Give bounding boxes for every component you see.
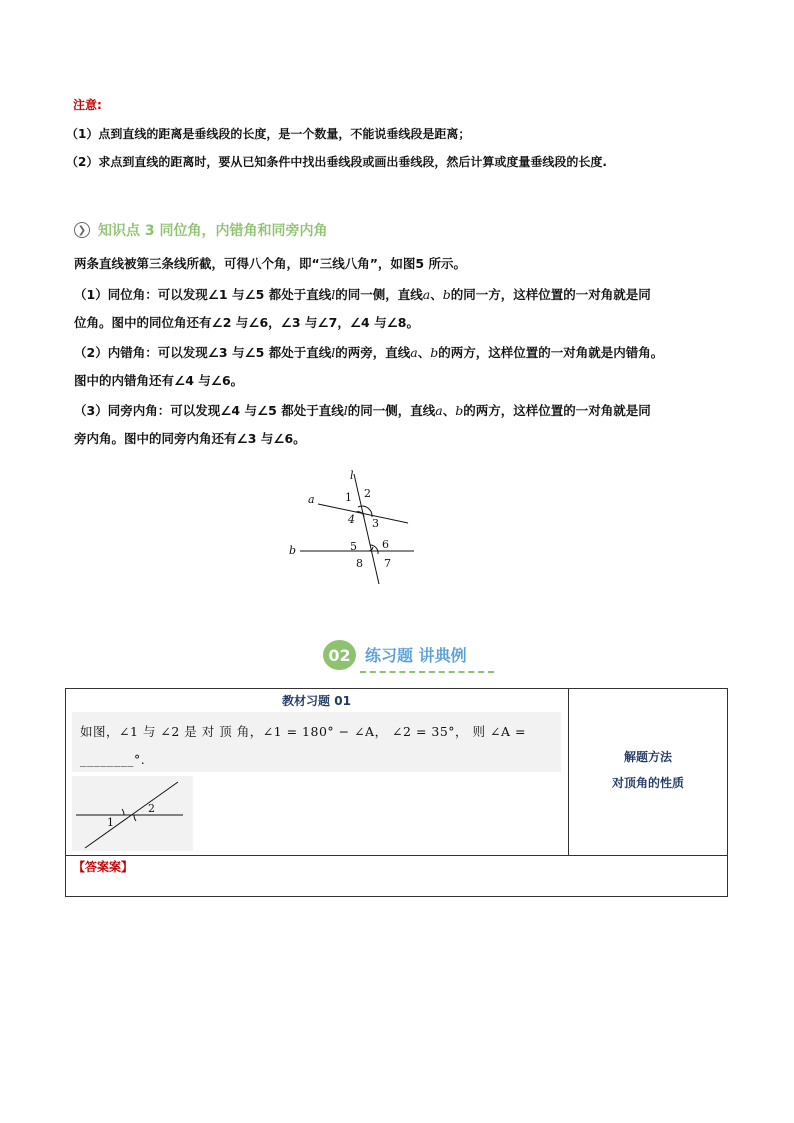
text-segment: 、 <box>417 345 431 360</box>
angle-label-6: 6 <box>382 538 389 551</box>
exercise-title: 教材习题 01 <box>282 694 351 708</box>
angle-arc <box>122 809 124 815</box>
answer-label: 【答案案】 <box>73 860 134 874</box>
var-b: b <box>455 403 464 418</box>
text-segment: 、 <box>430 287 443 302</box>
answer-blank: ________°. <box>80 752 146 767</box>
note-title: 注意: <box>73 98 102 112</box>
vertical-angles-figure <box>72 776 193 851</box>
angle-label-4: 4 <box>348 513 355 526</box>
text-segment: 的同一方，这样位置的一对角就是同 <box>450 287 651 302</box>
knowledge-point-title: 知识点 3 同位角，内错角和同旁内角 <box>98 223 328 239</box>
text-segment: 的两方，这样位置的一对角就是同 <box>463 403 651 418</box>
angle-label-1: 1 <box>345 491 352 504</box>
section-underline <box>360 671 494 673</box>
var-l: l <box>331 287 336 302</box>
angle-label-1: 1 <box>107 816 114 829</box>
angle-label-2: 2 <box>364 487 371 500</box>
text-segment: 旁内角。图中的同旁内角还有∠3 与∠6。 <box>74 431 306 446</box>
angle-label-8: 8 <box>356 557 363 570</box>
method-value: 对顶角的性质 <box>611 776 684 790</box>
section-title: 练习题 讲典例 <box>365 646 467 665</box>
corresponding-angles-text <box>74 281 724 337</box>
var-l: l <box>331 345 336 360</box>
section-number-badge: 02 <box>323 640 356 670</box>
text-segment: 的同一侧，直线 <box>347 403 436 418</box>
angle-label-3: 3 <box>372 517 379 530</box>
angle-label-2: 2 <box>148 802 155 815</box>
arrow-circle-icon: ❯ <box>74 222 90 238</box>
cointerior-angles-text <box>74 397 724 453</box>
text-segment: （2）内错角：可以发现∠3 与∠5 都处于直线 <box>74 345 332 360</box>
question-line: 如图，∠1 与 ∠2 是 对 顶 角，∠1 = 180° − ∠A， ∠2 = 35°， 则 ∠A = <box>80 724 526 739</box>
var-a: a <box>410 345 418 360</box>
text-segment: 、 <box>442 403 456 418</box>
text-segment: （1）同位角：可以发现∠1 与∠5 都处于直线 <box>74 287 332 302</box>
angle-label-7: 7 <box>384 557 391 570</box>
text-segment: 的两方，这样位置的一对角就是内错角。 <box>438 345 664 360</box>
label-b: b <box>289 544 297 557</box>
var-b: b <box>442 287 451 302</box>
alternate-angles-text <box>74 339 724 395</box>
table-divider-vertical <box>568 688 569 855</box>
var-b: b <box>430 345 439 360</box>
text-segment: 的两旁，直线 <box>335 345 411 360</box>
note-item-2: （2）求点到直线的距离时，要从已知条件中找出垂线段或画出垂线段，然后计算或度量垂线段的长度. <box>66 155 607 169</box>
text-segment: 位角。图中的同位角还有∠2 与∠6，∠3 与∠7，∠4 与∠8。 <box>74 315 419 330</box>
label-a: a <box>308 493 315 506</box>
label-l: l <box>350 469 354 482</box>
var-a: a <box>435 403 443 418</box>
text-segment: 的同一侧，直线 <box>335 287 423 302</box>
method-label: 解题方法 <box>623 750 672 764</box>
var-a: a <box>422 287 431 302</box>
var-l: l <box>343 403 348 418</box>
text-segment: 图中的内错角还有∠4 与∠6。 <box>74 373 244 388</box>
knowledge-intro: 两条直线被第三条线所截，可得八个角，即“三线八角”，如图5 所示。 <box>74 256 466 271</box>
knowledge-point-header <box>74 220 328 240</box>
three-lines-eight-angles-figure <box>280 462 430 592</box>
angle-label-5: 5 <box>350 540 357 553</box>
note-item-1: （1）点到直线的距离是垂线段的长度，是一个数量，不能说垂线段是距离； <box>66 127 471 141</box>
table-divider-horizontal <box>65 855 728 856</box>
angle-arc <box>134 815 136 821</box>
exercise-question <box>80 718 550 774</box>
text-segment: （3）同旁内角：可以发现∠4 与∠5 都处于直线 <box>74 403 344 418</box>
